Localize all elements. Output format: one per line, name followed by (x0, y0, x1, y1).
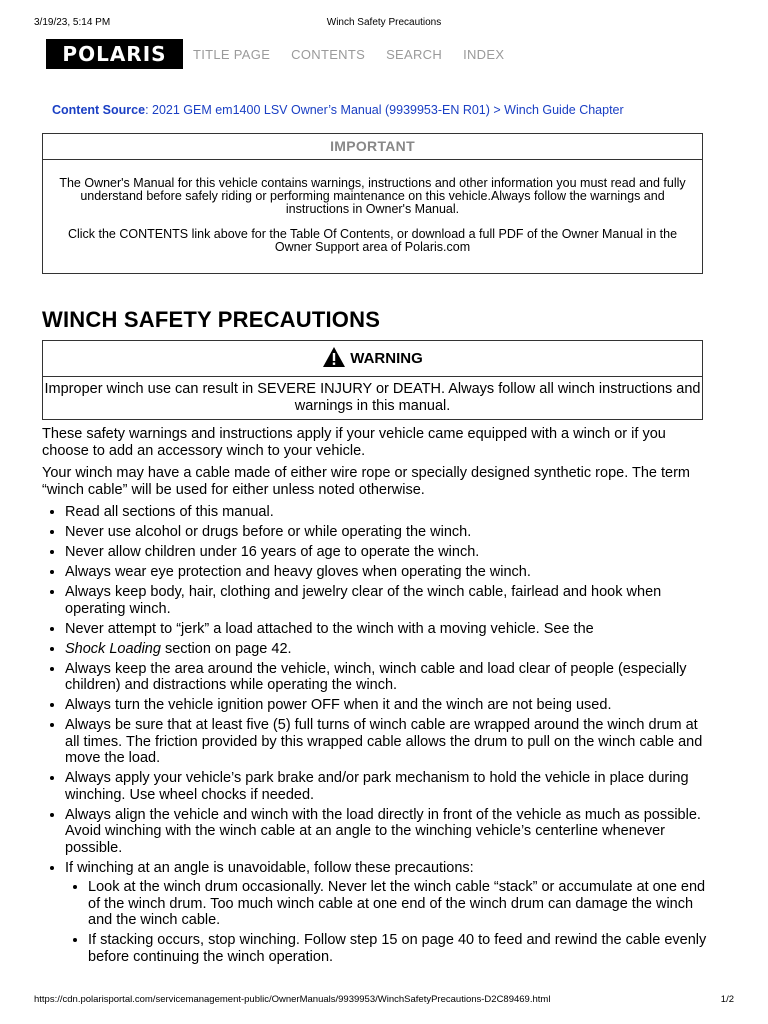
list-item: • Read all sections of this manual. (65, 504, 707, 521)
nav-search-link[interactable]: SEARCH (386, 46, 443, 62)
polaris-logo[interactable] (46, 39, 183, 69)
nav-title-page-link[interactable]: TITLE PAGE (193, 46, 271, 62)
intro-paragraph-1: These safety warnings and instructions apply if your vehicle came equipped with a winch or if you choose to add an accessory winch to your vehicle. (42, 426, 666, 459)
list-item (65, 641, 707, 658)
print-timestamp: 3/19/23, 5:14 PM (34, 17, 111, 28)
list-item: • Always align the vehicle and winch with the load directly in front of the vehicle as much as possible. Avoid winching with the winch cable at an angle to the winching vehicle’s centerline whenever possible. (65, 807, 707, 857)
important-heading: IMPORTANT (43, 134, 702, 160)
logo-text: POLARIS (62, 42, 167, 66)
content-source-label: Content Source (52, 103, 146, 117)
list-item: • Always wear eye protection and heavy gloves when operating the winch. (65, 564, 707, 581)
list-item: • Always apply your vehicle’s park brake and/or park mechanism to hold the vehicle in place during winching. Use wheel chocks if needed. (65, 770, 707, 803)
warning-header (43, 341, 702, 377)
important-notice-box (42, 133, 703, 274)
intro-paragraph-2: Your winch may have a cable made of either wire rope or specially designed synthetic rope. The term “winch cable” will be used for either unless noted otherwise. (42, 465, 691, 498)
print-page-number: 1/2 (720, 994, 734, 1005)
list-item: • Never attempt to “jerk” a load attached to the winch with a moving vehicle. See the (65, 621, 707, 638)
warning-box (42, 340, 703, 420)
warning-heading: WARNING (350, 350, 423, 367)
sub-list-item: • If stacking occurs, stop winching. Follow step 15 on page 40 to feed and rewind the cable evenly before continuing the winch operation. (88, 932, 707, 965)
list-item: • Never allow children under 16 years of age to operate the winch. (65, 544, 707, 561)
nav-links (193, 47, 525, 62)
page-title: WINCH SAFETY PRECAUTIONS (42, 307, 381, 332)
important-paragraph-2: Click the CONTENTS link above for the Table Of Contents, or download a full PDF of the Owner Manual in the Owner Support area of Polaris.com (67, 227, 678, 254)
print-url: https://cdn.polarisportal.com/servicemanagement-public/OwnerManuals/9939953/WinchSafetyPrecautions-D2C89469.html (34, 994, 551, 1005)
list-item: • Always turn the vehicle ignition power OFF when it and the winch are not being used. (65, 697, 707, 714)
nav-contents-link[interactable]: CONTENTS (291, 46, 366, 62)
print-footer (34, 994, 734, 1008)
warning-body: Improper winch use can result in SEVERE INJURY or DEATH. Always follow all winch instructions and warnings in this manual. (44, 381, 701, 414)
print-header (34, 17, 734, 31)
list-item: • Always keep body, hair, clothing and jewelry clear of the winch cable, fairlead and hook when operating winch. (65, 584, 707, 617)
main-content (42, 426, 707, 969)
print-page-title: Winch Safety Precautions (326, 17, 442, 28)
sub-list-item: • Look at the winch drum occasionally. Never let the winch cable “stack” or accumulate at one end of the winch drum. Too much winch cable at one end of the winch drum can damage the winch and the winch cable. (88, 879, 707, 929)
angle-sub-list (65, 879, 707, 965)
important-paragraph-1: The Owner's Manual for this vehicle contains warnings, instructions and other information you must read and fully understand before safely riding or performing maintenance on this vehicle.Always follow the warnings and instructions in Owner's Manual. (59, 176, 686, 216)
warning-triangle-icon (322, 346, 346, 368)
list-item: • Never use alcohol or drugs before or while operating the winch. (65, 524, 707, 541)
shock-loading-link[interactable]: Shock Loading (65, 640, 161, 657)
list-item (65, 860, 707, 966)
content-source-breadcrumb[interactable] (52, 103, 624, 117)
nav-index-link[interactable]: INDEX (463, 46, 505, 62)
precautions-list (42, 504, 707, 965)
list-item: • Always be sure that at least five (5) full turns of winch cable are wrapped around the winch drum at all times. The friction provided by this wrapped cable allows the drum to pull on the winch cable and move the load. (65, 717, 707, 767)
content-source-path[interactable]: : 2021 GEM em1400 LSV Owner’s Manual (9939953-EN R01) > Winch Guide Chapter (145, 103, 624, 117)
top-nav (46, 39, 525, 69)
shock-loading-suffix: section on page 42. (160, 640, 292, 657)
list-item: • Always keep the area around the vehicle, winch, winch cable and load clear of people (especially children) and distractions while operating the winch. (65, 661, 707, 694)
angle-precautions-label: If winching at an angle is unavoidable, follow these precautions: (65, 859, 474, 876)
